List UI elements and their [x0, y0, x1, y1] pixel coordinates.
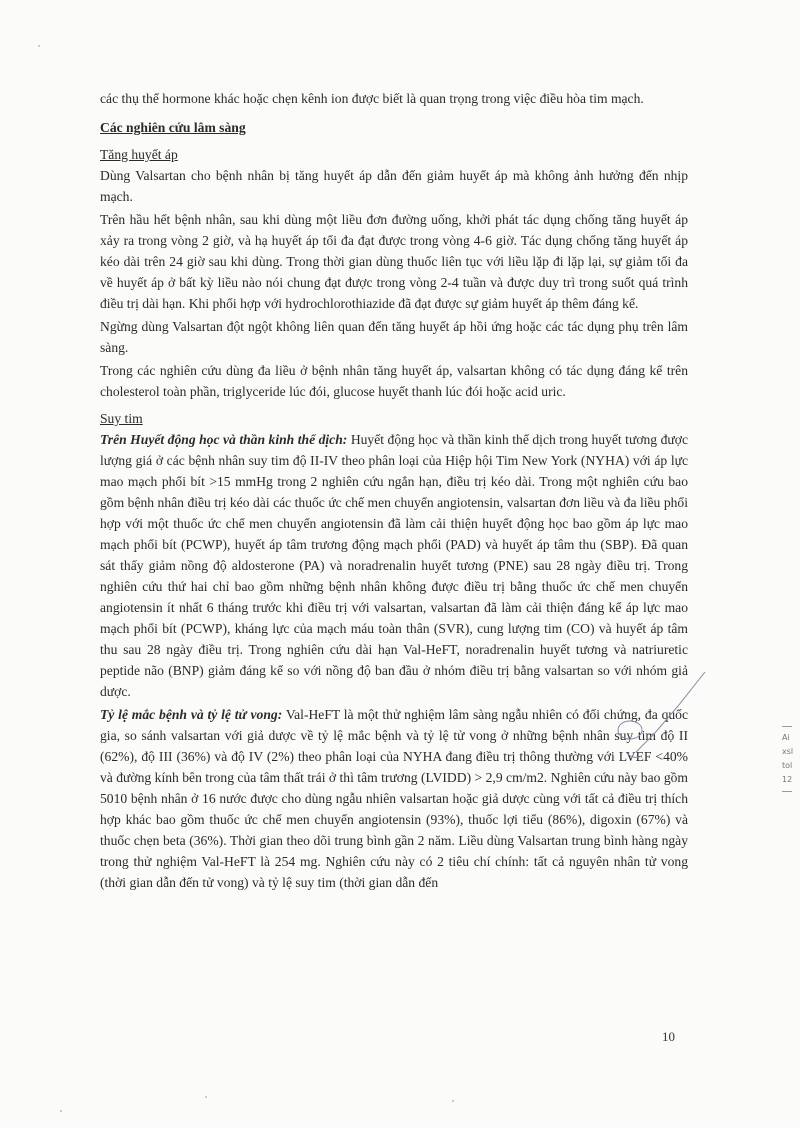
section-heading: Các nghiên cứu lâm sàng [100, 120, 246, 135]
intro-paragraph: các thụ thể hormone khác hoặc chẹn kênh ion được biết là quan trọng trong việc điều hòa tim mạch. [100, 91, 644, 106]
heart-failure-title: Suy tim [100, 411, 143, 426]
margin-mark-4: 12 [782, 775, 793, 784]
margin-mark-3: tol [782, 761, 793, 770]
morbidity-text: Val-HeFT là một thử nghiệm lâm sàng ngẫu nhiên có đối chứng, đa quốc gia, so sánh valsartan với giả dược về tỷ lệ mắc bệnh và tỷ lệ tử vong ở những bệnh nhân suy tim độ II (62%), độ III (36%) và độ IV (2%) theo phân loại của NYHA đang điều trị thông thường với LVEF <40% và đường kính bên trong của tâm thất trái ở thì tâm trương (LVIDD) > 2,9 cm/m2. Nghiên cứu này bao gồm 5010 bệnh nhân ở 16 nước được cho dùng ngẫu nhiên valsartan hoặc giả dược cùng với tất cả điều trị thích hợp khác bao gồm thuốc ức chế men chuyển angiotensin (93%), thuốc lợi tiểu (86%), digoxin (67%) và thuốc chẹn beta (36%). Thời gian theo dõi trung bình gần 2 năm. Liều dùng Valsartan trung bình hàng ngày trong thử nghiệm Val-HeFT là 254 mg. Nghiên cứu này có 2 tiêu chí chính: tất cả nguyên nhân tử vong (thời gian dẫn đến tử vong) và tỷ lệ suy tim (thời gian dẫn đến [100, 707, 688, 890]
hypertension-paragraph-2: Trên hầu hết bệnh nhân, sau khi dùng một liều đơn đường uống, khởi phát tác dụng chống tăng huyết áp xảy ra trong vòng 2 giờ, và hạ huyết áp tối đa đạt được trong vòng 4-6 giờ. Tác dụng chống tăng huyết áp kéo dài trên 24 giờ sau khi dùng. Trong thời gian dùng thuốc liên tục với liều lặp đi lặp lại, sự giảm tối đa về huyết áp ở bất kỳ liều nào nói chung đạt được trong vòng 2-4 tuần và được duy trì trong suốt quá trình điều trị dài hạn. Khi phối hợp với hydrochlorothiazide đã đạt được sự giảm huyết áp thêm đáng kể. [100, 212, 688, 311]
hypertension-paragraph-1: Dùng Valsartan cho bệnh nhân bị tăng huyết áp dẫn đến giảm huyết áp mà không ảnh hưởng đến nhịp mạch. [100, 168, 688, 204]
page-number: 10 [662, 1029, 675, 1044]
hypertension-paragraph-3: Ngừng dùng Valsartan đột ngột không liên quan đến tăng huyết áp hồi ứng hoặc các tác dụng phụ trên lâm sàng. [100, 319, 688, 355]
scan-speck [38, 45, 40, 47]
hypertension-paragraph-4: Trong các nghiên cứu dùng đa liều ở bệnh nhân tăng huyết áp, valsartan không có tác dụng đáng kể trên cholesterol toàn phần, triglyceride lúc đói, glucose huyết thanh lúc đói hoặc acid uric. [100, 363, 688, 399]
scan-speck [452, 1100, 454, 1102]
margin-mark-2: xsl [782, 747, 794, 756]
margin-marks [782, 722, 800, 796]
hemodynamics-text: Huyết động học và thần kinh thể dịch trong huyết tương được lượng giá ở các bệnh nhân suy tim độ II-IV theo phân loại của Hiệp hội Tim New York (NYHA) với áp lực mao mạch phổi bít >15 mmHg trong 2 nghiên cứu ngắn hạn, điều trị kéo dài. Trong một nghiên cứu bao gồm bệnh nhân điều trị kéo dài các thuốc ức chế men chuyển angiotensin, valsartan đơn liều và đa liều phối hợp với một thuốc ức chế men chuyển angiotensin đã làm cải thiện huyết động học bao gồm áp lực mao mạch phổi bít (PCWP), huyết áp tâm trương động mạch phổi (PAD) và huyết áp tâm thu (SBP). Đã quan sát thấy giảm nồng độ aldosterone (PA) và noradrenalin huyết tương (PNE) sau 28 ngày điều trị. Trong nghiên cứu thứ hai chỉ bao gồm những bệnh nhân không được điều trị bằng thuốc ức chế men chuyển angiotensin ít nhất 6 tháng trước khi điều trị với valsartan, valsartan đã làm cải thiện đáng kể áp lực mao mạch phổi bít (PCWP), kháng lực của mạch máu toàn thân (SVR), cung lượng tim (CO) và huyết áp tâm thu sau 28 ngày điều trị. Trong nghiên cứu dài hạn Val-HeFT, noradrenalin huyết tương và natriuretic peptide não (BNP) giảm đáng kể so với nồng độ ban đầu ở nhóm điều trị bằng valsartan so với nhóm giả dược. [100, 432, 688, 699]
margin-rule-bottom [782, 791, 792, 792]
scan-speck [60, 1110, 62, 1112]
hemodynamics-paragraph [100, 429, 688, 702]
margin-mark-1: Ai [782, 733, 790, 742]
margin-rule-top [782, 726, 792, 727]
scan-speck [205, 1096, 207, 1098]
hemodynamics-label: Trên Huyết động học và thần kinh thể dịch: [100, 432, 348, 447]
pen-annotation-icon [590, 668, 710, 778]
morbidity-label: Tỷ lệ mắc bệnh và tỷ lệ tử vong: [100, 707, 283, 722]
hypertension-title: Tăng huyết áp [100, 147, 178, 162]
